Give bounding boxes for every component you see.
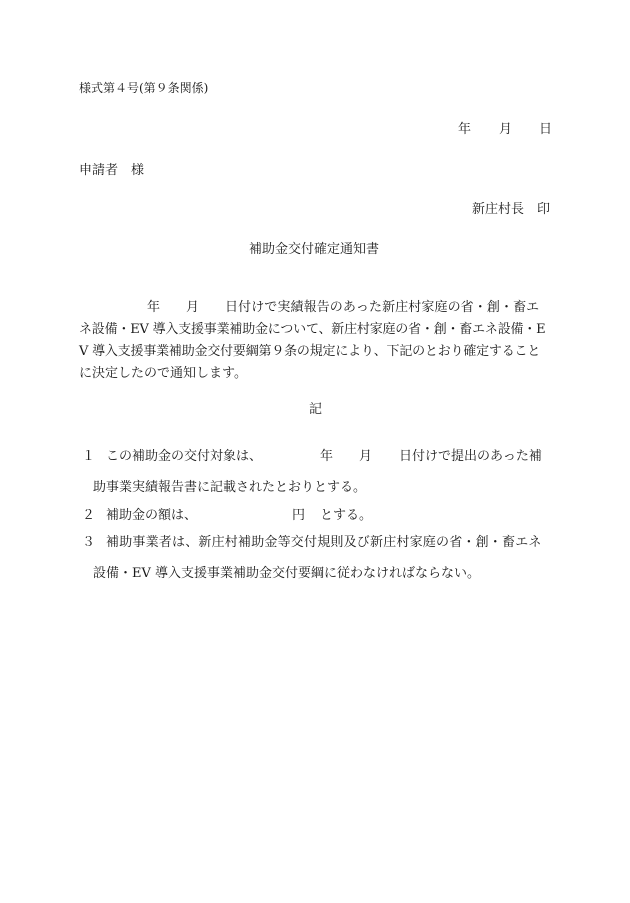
item-text: 補助金の額は、 (106, 508, 198, 523)
item-text: 補助事業者は、新庄村補助金等交付規則及び新庄村家庭の省・創・畜エネ (106, 535, 542, 550)
item-text-continued: 助事業実績報告書に記載されたとおりとする。 (93, 480, 367, 495)
issuer-label: 新庄村長 印 (472, 202, 551, 217)
item-number: ２ (82, 508, 96, 523)
body-month-label: 月 (186, 300, 200, 315)
item-month-label: 月 (359, 449, 373, 464)
body-line-4: に決定したので通知します。 (79, 366, 247, 381)
body-line-3: V 導入支援事業補助金交付要綱第９条の規定により、下記のとおり確定すること (79, 344, 541, 359)
form-number-label: 様式第４号(第９条関係) (79, 81, 209, 95)
date-day-label: 日 (539, 122, 553, 137)
item-text-continued: 設備・EV 導入支援事業補助金交付要綱に従わなければならない。 (93, 566, 481, 581)
item-text: 日付けで提出のあった補 (399, 449, 542, 464)
ki-heading: 記 (309, 402, 323, 417)
item-yen-label: 円 (292, 508, 306, 523)
body-line-2: ネ設備・EV 導入支援事業補助金について、新庄村家庭の省・創・畜エネ設備・E (79, 322, 546, 337)
item-text: とする。 (320, 508, 373, 523)
item-number: ３ (82, 535, 96, 550)
body-line-1: 日付けで実績報告のあった新庄村家庭の省・創・畜エ (225, 300, 540, 315)
date-month-label: 月 (499, 122, 513, 137)
recipient-label: 申請者 様 (79, 163, 145, 178)
date-year-label: 年 (458, 122, 472, 137)
item-number: １ (82, 449, 96, 464)
body-year-label: 年 (147, 300, 161, 315)
item-text: この補助金の交付対象は、 (106, 449, 263, 464)
document-title: 補助金交付確定通知書 (249, 242, 380, 257)
item-year-label: 年 (320, 449, 334, 464)
